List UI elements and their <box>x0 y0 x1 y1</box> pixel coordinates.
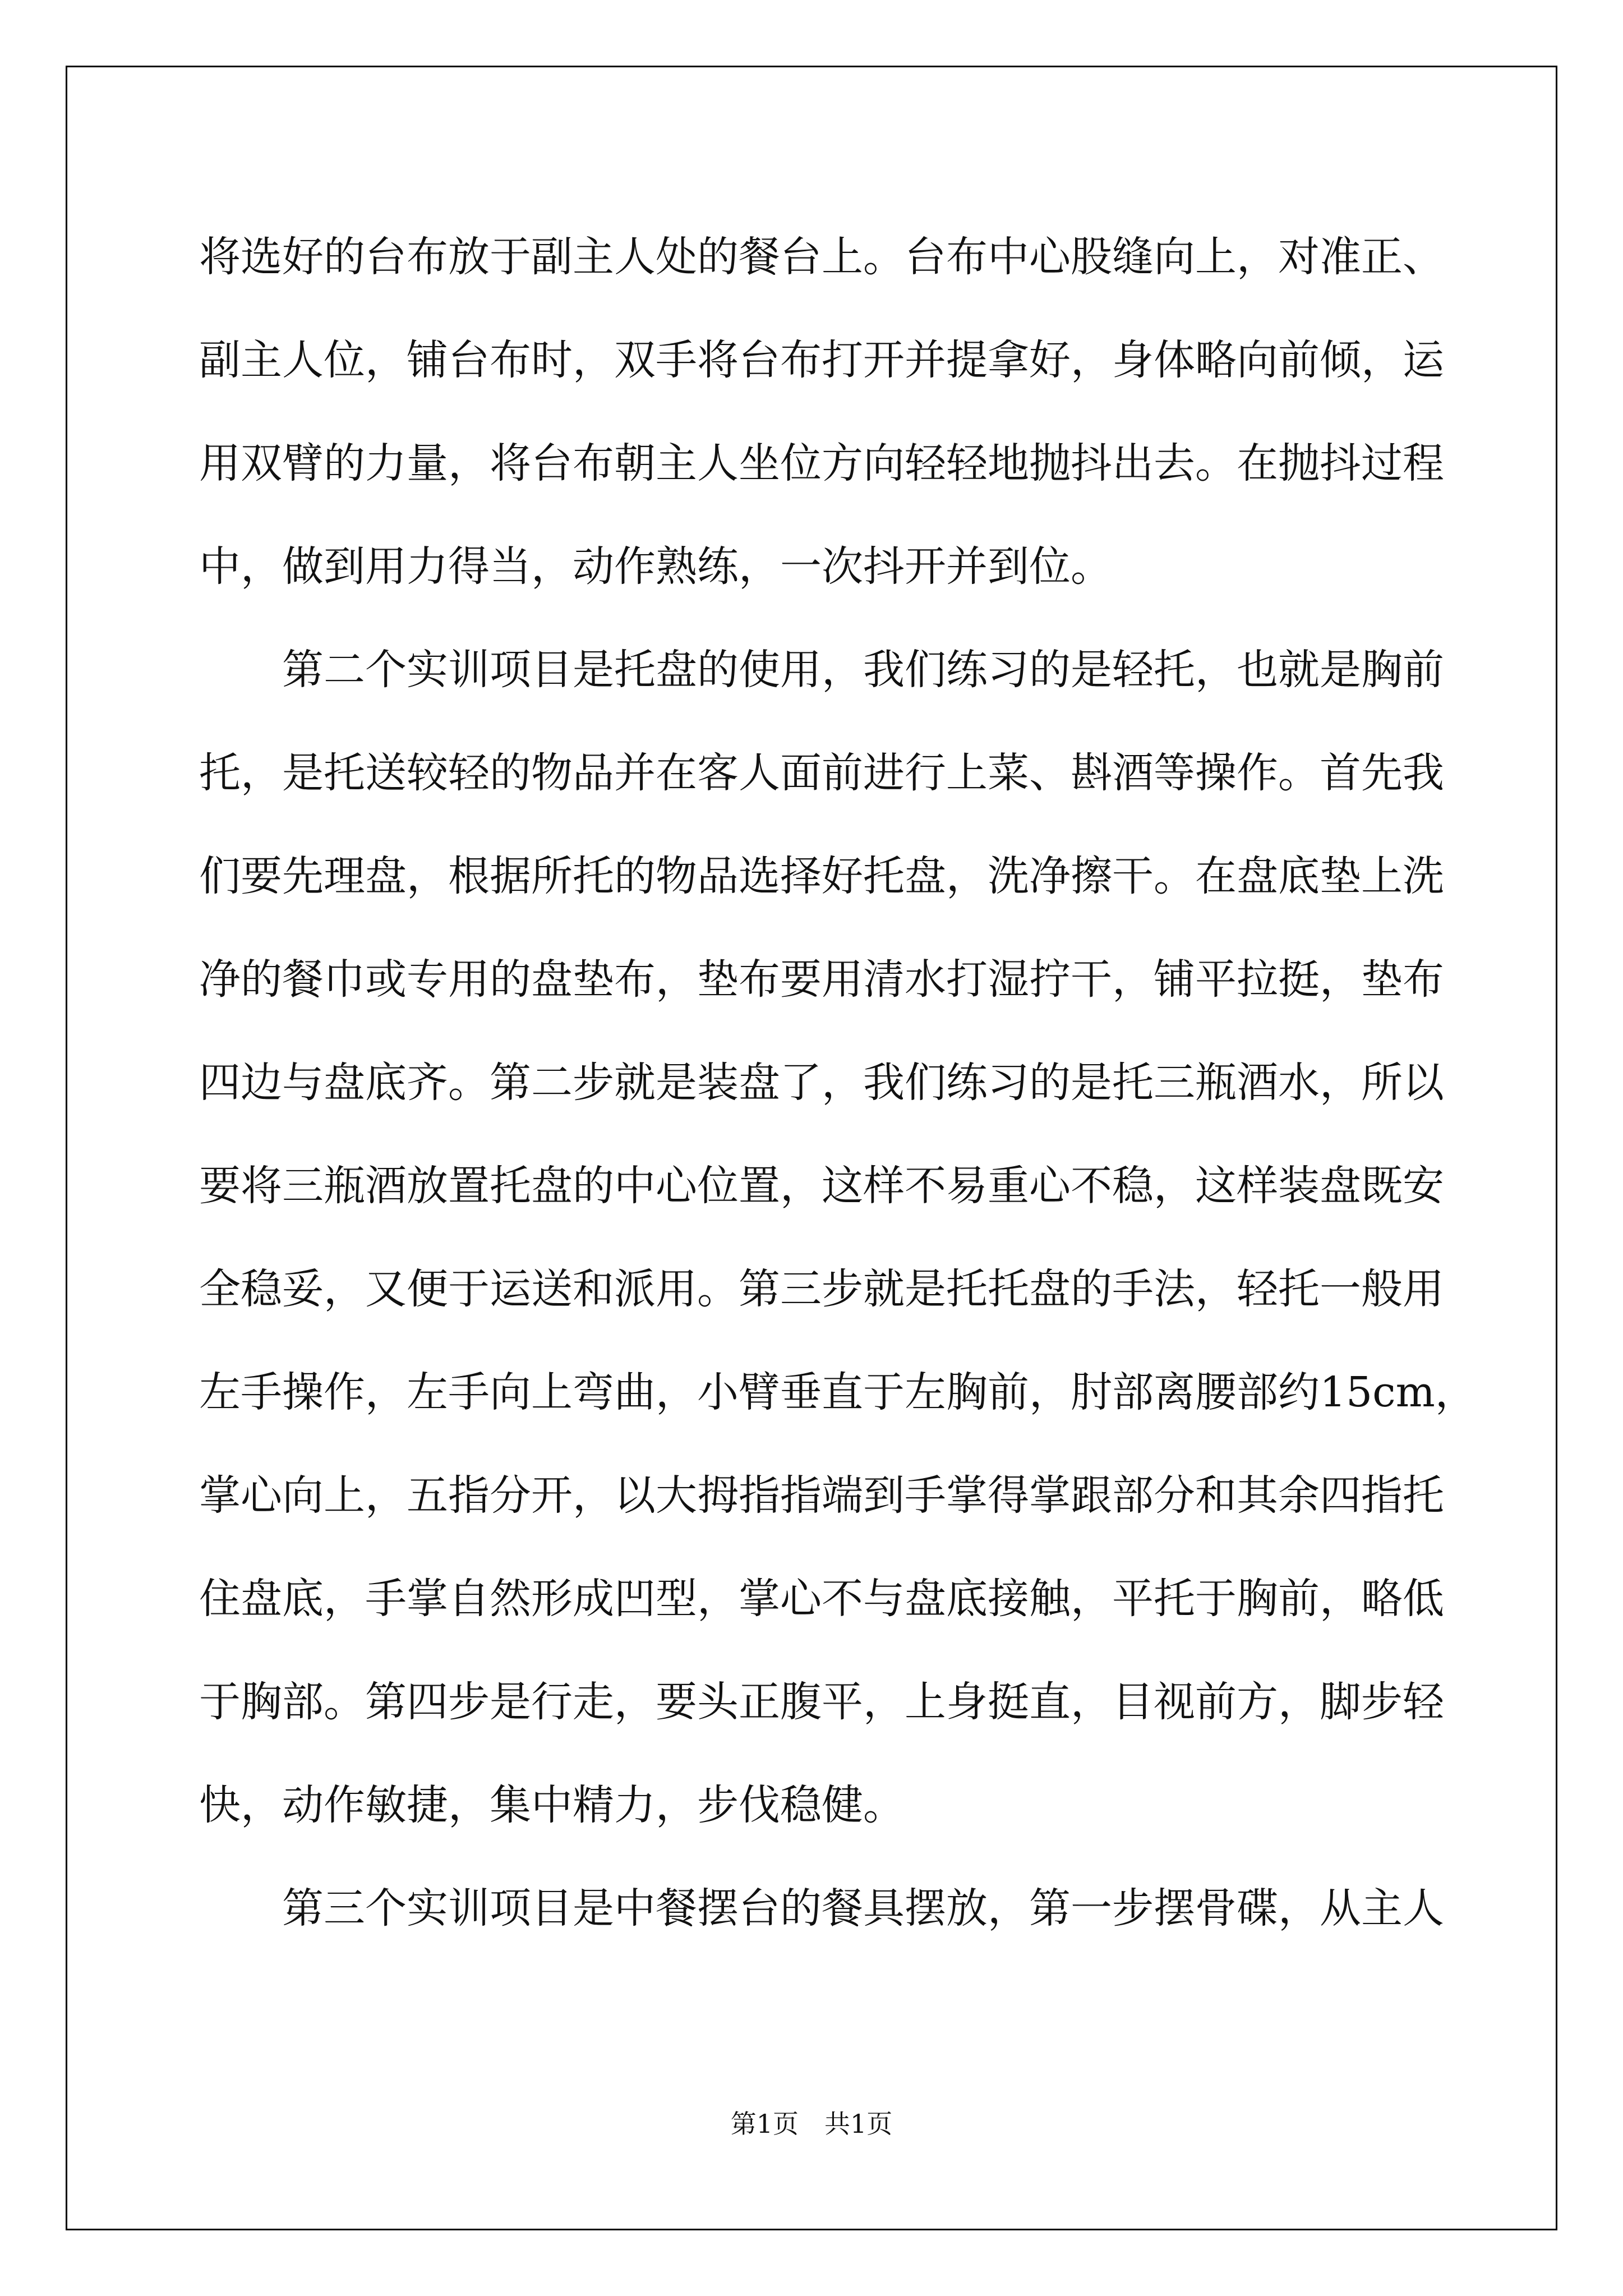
text-line: 住盘底，手掌自然形成凹型，掌心不与盘底接触，平托于胸前，略低 <box>199 1575 1444 1623</box>
text-line: 们要先理盘，根据所托的物品选择好托盘，洗净擦干。在盘底垫上洗 <box>199 852 1444 900</box>
text-line: 要将三瓶酒放置托盘的中心位置，这样不易重心不稳，这样装盘既安 <box>199 1162 1444 1210</box>
text-line: 用双臂的力量，将台布朝主人坐位方向轻轻地抛抖出去。在抛抖过程 <box>199 439 1444 487</box>
text-line: 净的餐巾或专用的盘垫布，垫布要用清水打湿拧干，铺平拉挺，垫布 <box>199 955 1444 1004</box>
text-line: 快，动作敏捷，集中精力，步伐稳健。 <box>199 1781 905 1829</box>
text-line: 于胸部。第四步是行走，要头正腹平，上身挺直，目视前方，脚步轻 <box>199 1678 1444 1726</box>
text-line: 第三个实训项目是中餐摆台的餐具摆放，第一步摆骨碟，从主人 <box>199 1884 1444 1932</box>
text-line: 左手操作，左手向上弯曲，小臂垂直于左胸前，肘部离腰部约15cm， <box>199 1368 1477 1416</box>
text-line: 全稳妥，又便于运送和派用。第三步就是托托盘的手法，轻托一般用 <box>199 1265 1444 1313</box>
text-line: 副主人位，铺台布时，双手将台布打开并提拿好，身体略向前倾，运 <box>199 336 1444 384</box>
text-line: 将选好的台布放于副主人处的餐台上。台布中心股缝向上，对准正、 <box>199 233 1444 281</box>
text-line: 第二个实训项目是托盘的使用，我们练习的是轻托，也就是胸前 <box>199 646 1444 694</box>
text-line: 托，是托送较轻的物品并在客人面前进行上菜、斟酒等操作。首先我 <box>199 749 1444 797</box>
text-line: 掌心向上，五指分开，以大拇指指端到手掌得掌跟部分和其余四指托 <box>199 1471 1444 1520</box>
page-number-footer: 第1页 共1页 <box>730 2109 893 2139</box>
text-line: 四边与盘底齐。第二步就是装盘了，我们练习的是托三瓶酒水，所以 <box>199 1059 1444 1107</box>
text-line: 中，做到用力得当，动作熟练，一次抖开并到位。 <box>199 542 1112 591</box>
